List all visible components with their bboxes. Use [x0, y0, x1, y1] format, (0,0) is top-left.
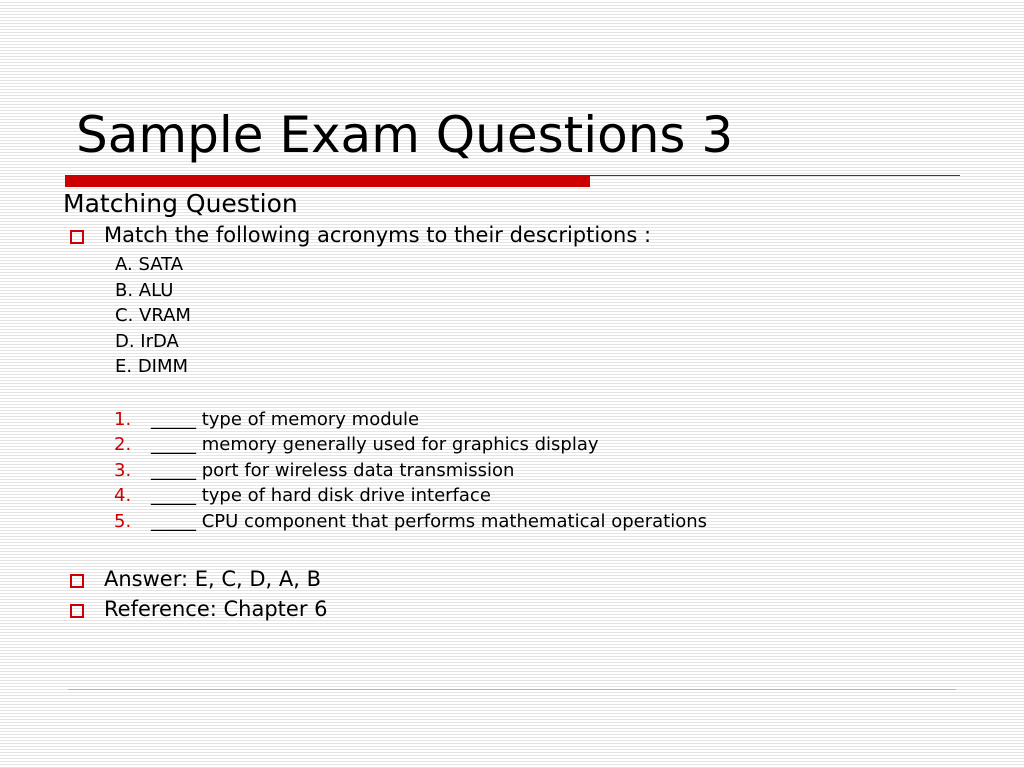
section-heading: Matching Question	[63, 189, 298, 218]
acronym-item: A. SATA	[115, 254, 184, 275]
footer-divider	[68, 689, 956, 690]
description-number: 3.	[114, 459, 132, 481]
square-bullet-icon	[70, 604, 84, 618]
acronym-item: C. VRAM	[115, 305, 191, 326]
description-number: 1.	[114, 408, 132, 430]
bullet-reference	[63, 594, 963, 624]
answer-block	[63, 564, 963, 624]
description-list	[63, 407, 963, 535]
bullet-reference-text: Reference: Chapter 6	[104, 597, 328, 621]
title-underline-thick	[65, 175, 590, 187]
bullet-prompt-text: Match the following acronyms to their descriptions :	[104, 223, 652, 247]
description-item	[63, 432, 963, 458]
title-underline-thin	[590, 175, 960, 176]
square-bullet-icon	[70, 230, 84, 244]
description-text: _____ type of hard disk drive interface	[151, 485, 491, 506]
description-item	[63, 483, 963, 509]
description-text: _____ CPU component that performs mathematical operations	[151, 510, 708, 532]
description-number: 5.	[114, 510, 132, 532]
description-number: 2.	[114, 434, 132, 455]
acronym-item: E. DIMM	[115, 356, 189, 377]
description-number: 4.	[114, 485, 132, 506]
slide-content	[63, 188, 963, 624]
bullet-answer-text: Answer: E, C, D, A, B	[104, 567, 322, 591]
acronym-list	[63, 252, 963, 380]
description-text: _____ memory generally used for graphics display	[151, 434, 599, 455]
description-item	[63, 458, 963, 484]
description-item	[63, 407, 963, 433]
acronym-item: B. ALU	[115, 279, 174, 301]
acronym-item: D. IrDA	[115, 330, 179, 352]
bullet-answer	[63, 564, 963, 594]
description-text: _____ port for wireless data transmission	[151, 459, 515, 481]
slide-title: Sample Exam Questions 3	[76, 106, 734, 164]
description-item	[63, 509, 963, 535]
description-text: _____ type of memory module	[151, 408, 420, 430]
bullet-prompt	[63, 220, 963, 250]
square-bullet-icon	[70, 574, 84, 588]
